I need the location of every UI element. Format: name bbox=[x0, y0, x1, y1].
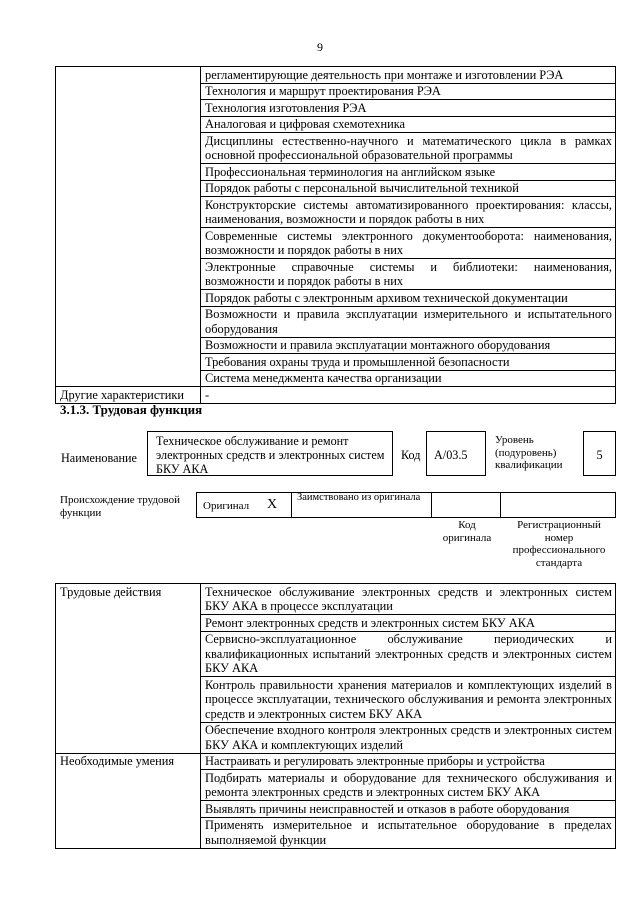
table-cell: Подбирать материалы и оборудование для технического обслуживания и ремонта электронных средств и электронных систем БКУ АКА bbox=[201, 770, 616, 801]
function-name-value: Техническое обслуживание и ремонт электронных средств и электронных систем БКУ АКА bbox=[156, 434, 385, 476]
table-cell: Электронные справочные системы и библиотеки: наименования, возможности и порядок работы в них bbox=[201, 259, 616, 290]
origin-label: Происхождение трудовой функции bbox=[60, 494, 181, 519]
origin-divider bbox=[291, 492, 292, 518]
table-cell: Технология и маршрут проектирования РЭА bbox=[201, 83, 616, 100]
code-value: А/03.5 bbox=[434, 448, 468, 462]
table-row bbox=[56, 584, 616, 615]
table-cell: Технология изготовления РЭА bbox=[201, 100, 616, 117]
table-cell: Профессиональная терминология на английском языке bbox=[201, 164, 616, 181]
other-characteristics-value: - bbox=[201, 387, 616, 404]
level-label: Уровень (подуровень) квалификации bbox=[495, 434, 563, 471]
table-cell: Сервисно-эксплуатационное обслуживание периодических и квалификационных испытаний электронных средств и электронных систем БКУ АКА bbox=[201, 631, 616, 677]
table-cell: Настраивать и регулировать электронные приборы и устройства bbox=[201, 753, 616, 770]
table-cell: Аналоговая и цифровая схемотехника bbox=[201, 116, 616, 133]
code-label: Код bbox=[401, 448, 421, 462]
table-cell: Требования охраны труда и промышленной безопасности bbox=[201, 354, 616, 371]
table-row bbox=[56, 67, 616, 84]
knowledge-table bbox=[55, 66, 616, 404]
table-cell: Возможности и правила эксплуатации монтажного оборудования bbox=[201, 337, 616, 354]
table-cell: Порядок работы с персональной вычислительной техникой bbox=[201, 180, 616, 197]
skills-label: Необходимые умения bbox=[56, 753, 201, 848]
level-box bbox=[583, 431, 616, 476]
origin-table bbox=[196, 492, 616, 518]
other-characteristics-label: Другие характеристики bbox=[56, 387, 201, 404]
level-value: 5 bbox=[596, 448, 603, 462]
code-box bbox=[426, 431, 486, 476]
original-label: Оригинал bbox=[203, 500, 250, 512]
name-label: Наименование bbox=[61, 451, 137, 465]
table-cell: Современные системы электронного документооборота: наименования, возможности и порядок работы в них bbox=[201, 228, 616, 259]
labor-function-table bbox=[55, 583, 616, 849]
table-cell: Техническое обслуживание электронных средств и электронных систем БКУ АКА в процессе эксплуатации bbox=[201, 584, 616, 615]
table-cell: Порядок работы с электронным архивом технической документации bbox=[201, 290, 616, 307]
code-caption: Код оригинала bbox=[442, 519, 492, 544]
origin-divider bbox=[431, 492, 432, 518]
table-cell: Возможности и правила эксплуатации измерительного и испытательного оборудования bbox=[201, 306, 616, 337]
table-cell: Конструкторские системы автоматизированного проектирования: классы, наименования, возможности и порядок работы в них bbox=[201, 197, 616, 228]
table-cell: Система менеджмента качества организации bbox=[201, 370, 616, 387]
function-name-box bbox=[147, 431, 393, 476]
table-cell: Дисциплины естественно-научного и математического цикла в рамках основной профессиональной образовательной программы bbox=[201, 133, 616, 164]
borrowed-label: Заимствовано из оригинала bbox=[297, 492, 421, 503]
table-row bbox=[56, 387, 616, 404]
table-row bbox=[56, 753, 616, 770]
table-cell: регламентирующие деятельность при монтаже и изготовлении РЭА bbox=[201, 67, 616, 84]
reg-caption: Регистрационный номер профессионального стандарта bbox=[512, 519, 606, 569]
origin-divider bbox=[500, 492, 501, 518]
table-cell: Контроль правильности хранения материалов и комплектующих изделий в процессе эксплуатации, технического обслуживания и ремонта электронных средств и электронных систем БКУ АКА bbox=[201, 677, 616, 723]
table-cell: Ремонт электронных средств и электронных систем БКУ АКА bbox=[201, 615, 616, 632]
page-number: 9 bbox=[317, 40, 323, 54]
table-cell: Выявлять причины неисправностей и отказов в работе оборудования bbox=[201, 801, 616, 818]
actions-label: Трудовые действия bbox=[56, 584, 201, 754]
section-title: 3.1.3. Трудовая функция bbox=[60, 402, 203, 417]
label-cell-empty bbox=[56, 67, 201, 387]
table-cell: Обеспечение входного контроля электронных средств и электронных систем БКУ АКА и комплектующих изделий bbox=[201, 722, 616, 753]
original-mark: X bbox=[267, 497, 278, 512]
table-cell: Применять измерительное и испытательное оборудование в пределах выполняемой функции bbox=[201, 817, 616, 848]
